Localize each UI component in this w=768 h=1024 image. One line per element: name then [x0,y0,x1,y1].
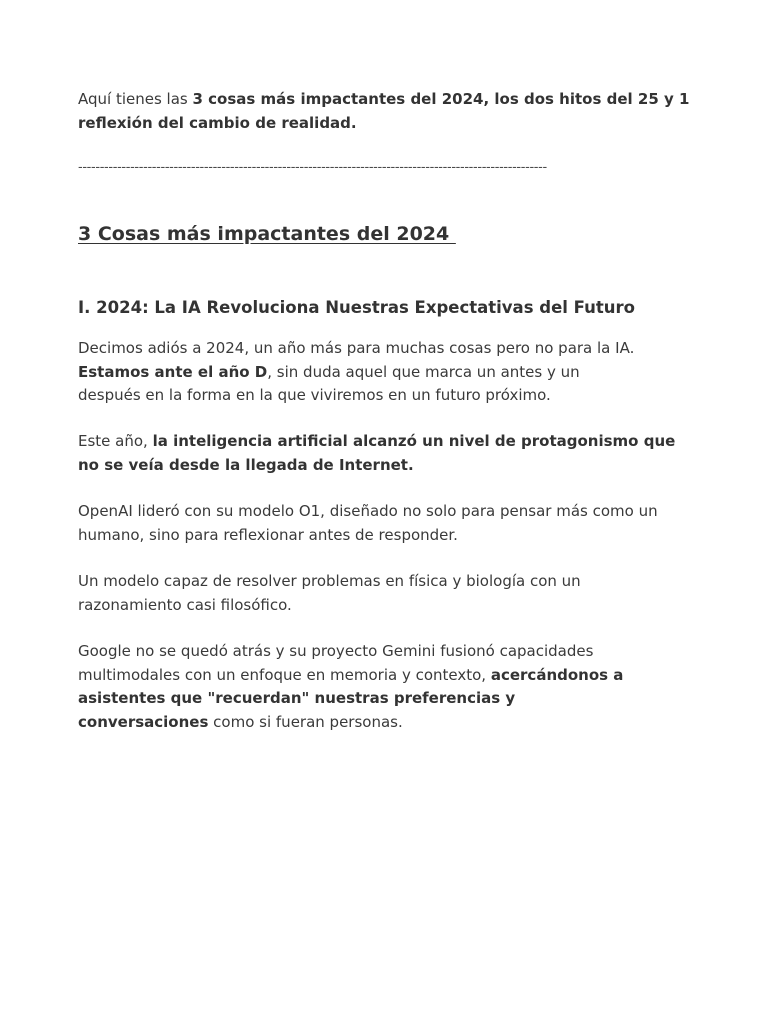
divider-line: ------------------------------------------------------------------------------------------------------------ [78,160,547,175]
p5-bold: acercándonos a asistentes que "recuerdan" nuestras preferencias y conversaciones [78,665,624,731]
p1-bold: Estamos ante el año D [78,362,268,381]
paragraph-5 [78,640,638,734]
p1-text-b: , sin duda aquel que marca un antes y un después en la forma en la que viviremos en un futuro próximo. [78,362,580,404]
p5-text-a: Google no se quedó atrás y su proyecto Gemini fusionó capacidades multimodales con un enfoque en memoria y contexto, [78,642,594,684]
section-title: 3 Cosas más impactantes del 2024 [78,223,456,245]
paragraph-3: OpenAI lideró con su modelo O1, diseñado no solo para pensar más como un humano, sino para reflexionar antes de responder. [78,502,658,544]
intro-bold: 3 cosas más impactantes del 2024, los dos hitos del 25 y 1 reflexión del cambio de realidad. [78,90,690,132]
section-subtitle: I. 2024: La IA Revoluciona Nuestras Expectativas del Futuro [78,298,635,317]
intro-prefix: Aquí tienes las [78,90,193,108]
paragraph-1 [78,337,638,408]
paragraph-4: Un modelo capaz de resolver problemas en física y biología con un razonamiento casi filosófico. [78,572,581,614]
p2-bold: la inteligencia artificial alcanzó un nivel de protagonismo que no se veía desde la llegada de Internet. [78,432,676,474]
p1-text-a: Decimos adiós a 2024, un año más para muchas cosas pero no para la IA. [78,339,635,357]
intro-paragraph [78,88,690,135]
p5-text-b: como si fueran personas. [208,712,403,731]
paragraph-2 [78,430,690,477]
p2-text-a: Este año, [78,432,153,450]
